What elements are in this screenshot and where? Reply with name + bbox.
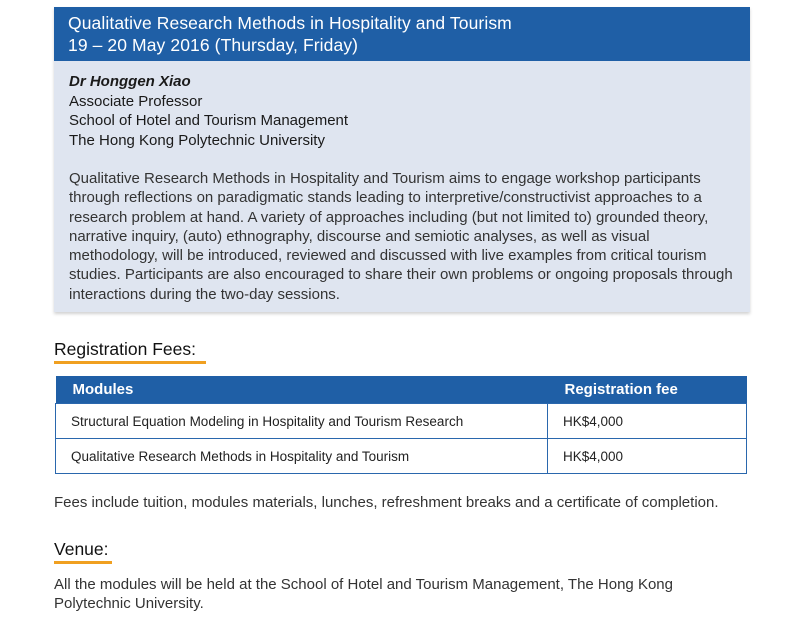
column-header-fee: Registration fee bbox=[548, 376, 747, 404]
module-cell: Qualitative Research Methods in Hospitality and Tourism bbox=[56, 439, 548, 474]
module-description: Qualitative Research Methods in Hospitality and Tourism aims to engage workshop participants through reflections on paradigmatic stands leading to interpretive/constructivist approaches to a research problem at hand. A variety of approaches including (but not limited to) grounded theory, narrative inquiry, (auto) ethnography, discourse and semiotic analyses, as well as visual methodology, will be introduced, reviewed and discussed with live examples from critical tourism studies. Participants are also encouraged to share their own problems or ongoing proposals through interactions during the two-day sessions. bbox=[69, 170, 733, 303]
fees-table bbox=[55, 376, 747, 474]
module-body bbox=[54, 61, 750, 304]
venue-text: All the modules will be held at the School of Hotel and Tourism Management, The Hong Kong Polytechnic University. bbox=[54, 576, 673, 612]
module-panel bbox=[54, 7, 750, 312]
column-header-modules: Modules bbox=[56, 376, 548, 404]
lecturer-department: School of Hotel and Tourism Management bbox=[69, 112, 349, 129]
module-title: Qualitative Research Methods in Hospitality and Tourism bbox=[68, 13, 512, 33]
lecturer-position: Associate Professor bbox=[69, 92, 203, 110]
module-dates: 19 – 20 May 2016 (Thursday, Friday) bbox=[68, 35, 359, 55]
fees-note: Fees include tuition, modules materials, lunches, refreshment breaks and a certificate of completion. bbox=[54, 494, 719, 511]
module-cell: Structural Equation Modeling in Hospitality and Tourism Research bbox=[56, 404, 548, 439]
table-header-row bbox=[56, 376, 747, 404]
lecturer-name: Dr Honggen Xiao bbox=[69, 73, 191, 90]
fee-cell: HK$4,000 bbox=[548, 404, 747, 439]
table-row bbox=[56, 439, 747, 474]
table-row bbox=[56, 404, 747, 439]
module-header bbox=[54, 7, 750, 61]
venue-heading: Venue: bbox=[54, 539, 112, 564]
fee-cell: HK$4,000 bbox=[548, 439, 747, 474]
lecturer-institution: The Hong Kong Polytechnic University bbox=[69, 131, 325, 149]
lecturer-info bbox=[69, 72, 736, 150]
registration-fees-heading: Registration Fees: bbox=[54, 339, 206, 364]
